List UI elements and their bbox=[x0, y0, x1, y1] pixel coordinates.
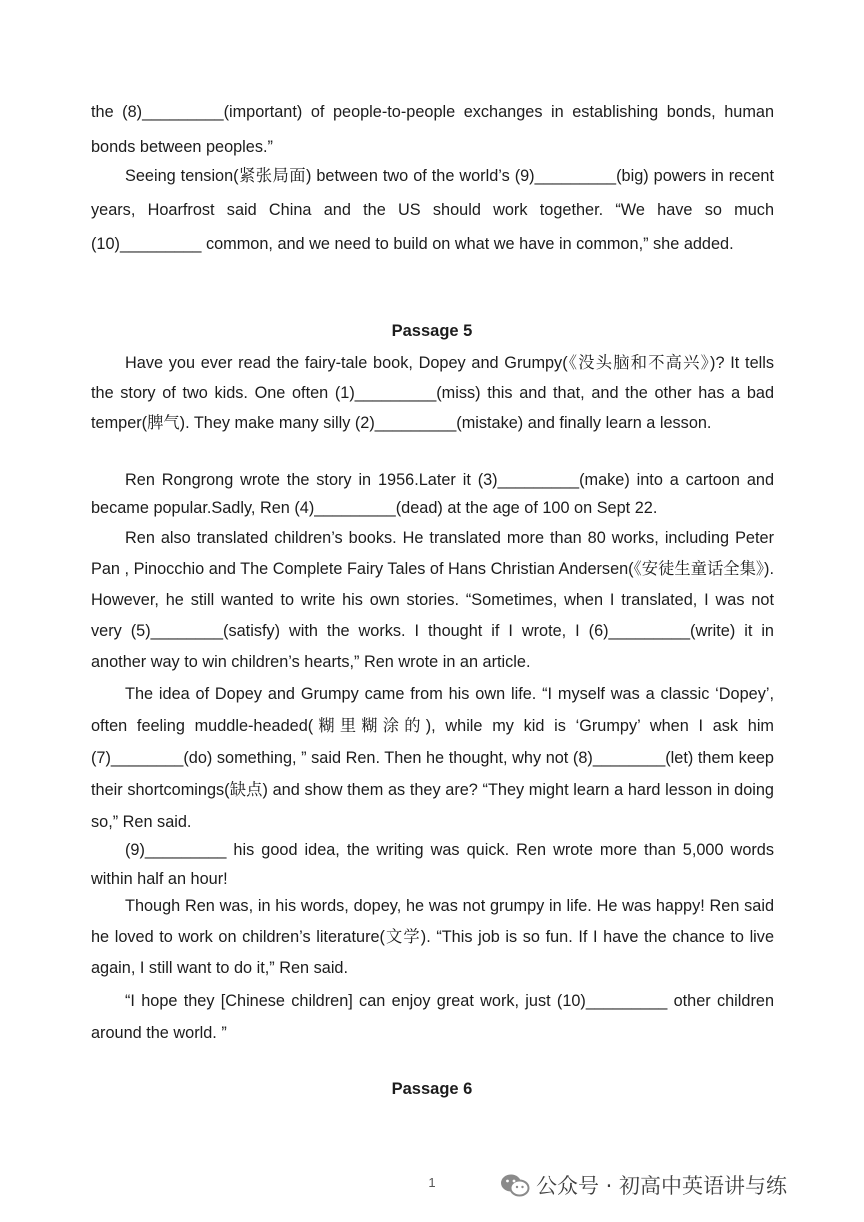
wechat-icon bbox=[500, 1172, 530, 1198]
passage-4-paragraph-tension: Seeing tension(紧张局面) between two of the world’s (9)_________(big) powers in recent years, Hoarfrost said China and the US should work together. “We have so much (10)_________ common, and we need to build on what we have in common,” she added. bbox=[91, 167, 774, 253]
passage-5-heading: Passage 5 bbox=[391, 322, 473, 340]
page-number: 1 bbox=[428, 1175, 436, 1190]
passage-4-paragraph-end: the (8)_________(important) of people-to-people exchanges in establishing bonds, human bonds between peoples.” bbox=[91, 103, 774, 156]
watermark bbox=[500, 1170, 787, 1200]
passage-5-paragraph-1: Have you ever read the fairy-tale book, Dopey and Grumpy(《没头脑和不高兴》)? It tells the story of two kids. One often (1)_________(miss) this and that, and the other has a bad temper(脾气). They make many silly (2)_________(mistake) and finally learn a lesson. bbox=[91, 354, 774, 432]
passage-5-paragraph-6: Though Ren was, in his words, dopey, he was not grumpy in life. He was happy! Ren said he loved to work on children’s literature(文学). “This job is so fun. If I have the chance to live again, I still want to do it,” Ren said. bbox=[91, 897, 774, 977]
passage-5-paragraph-5: (9)_________ his good idea, the writing was quick. Ren wrote more than 5,000 words within half an hour! bbox=[91, 841, 774, 888]
passage-6-heading: Passage 6 bbox=[391, 1080, 473, 1098]
watermark-text: 公众号 · 初高中英语讲与练 bbox=[536, 1174, 788, 1198]
passage-5-paragraph-7: “I hope they [Chinese children] can enjoy great work, just (10)_________ other children around the world. ” bbox=[91, 992, 774, 1042]
passage-5-paragraph-4: The idea of Dopey and Grumpy came from his own life. “I myself was a classic ‘Dopey’, often feeling muddle-headed(糊里糊涂的), while my kid is ‘Grumpy’ when I ask him (7)________(do) something, ” said Ren. Then he thought, why not (8)________(let) them keep their shortcomings(缺点) and show them as they are? “They might learn a hard lesson in doing so,” Ren said. bbox=[91, 685, 774, 831]
passage-5-paragraph-3: Ren also translated children’s books. He translated more than 80 works, including Peter Pan , Pinocchio and The Complete Fairy Tales of Hans Christian Andersen(《安徒生童话全集》). However, he still wanted to write his own stories. “Sometimes, when I translated, I was not very (5)________(satisfy) with the works. I thought if I wrote, I (6)_________(write) it in another way to win children’s hearts,” Ren wrote in an article. bbox=[91, 529, 774, 671]
passage-5-paragraph-2: Ren Rongrong wrote the story in 1956.Later it (3)_________(make) into a cartoon and became popular.Sadly, Ren (4)_________(dead) at the age of 100 on Sept 22. bbox=[91, 471, 774, 517]
